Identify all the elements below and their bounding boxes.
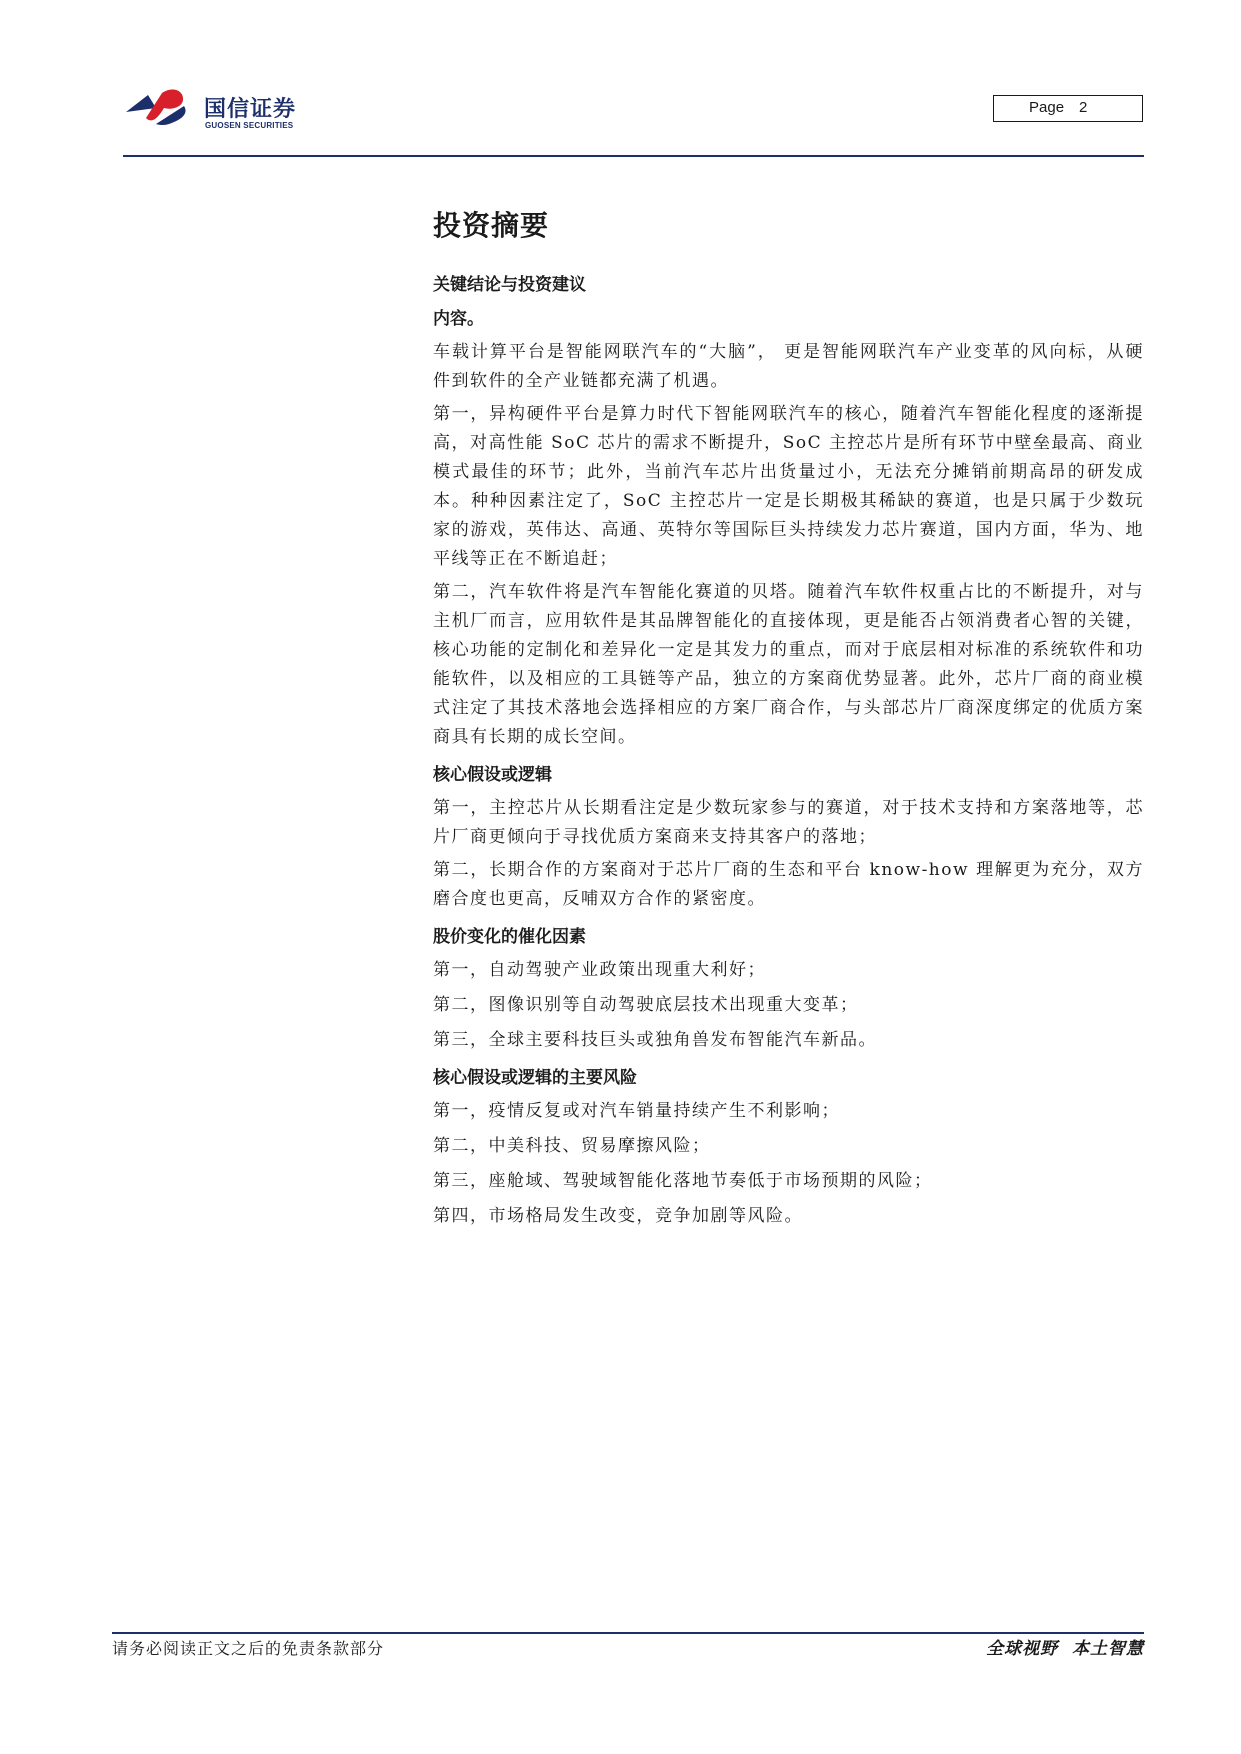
guosen-logo [126,88,316,136]
page-indicator [993,95,1143,122]
list-item: 第二，中美科技、贸易摩擦风险； [433,1136,711,1156]
list-item: 第二，图像识别等自动驾驶底层技术出现重大变革； [433,995,859,1015]
page-label: Page [1029,99,1065,116]
footer-divider [112,1632,1144,1634]
list-item: 第三，全球主要科技巨头或独角兽发布智能汽车新品。 [433,1030,877,1050]
list-item: 第三，座舱域、驾驶域智能化落地节奏低于市场预期的风险； [433,1171,933,1191]
section-heading-catalysts: 股价变化的催化因素 [433,927,586,947]
header-divider [123,155,1144,157]
paragraph: 第一，主控芯片从长期看注定是少数玩家参与的赛道，对于技术支持和方案落地等，芯片厂商更倾向于寻找优质方案商来支持其客户的落地； [433,798,1144,847]
section-heading-risks: 核心假设或逻辑的主要风险 [433,1068,637,1088]
footer-disclaimer: 请务必阅读正文之后的免责条款部分 [112,1639,385,1658]
logo-english-text: GUOSEN SECURITIES [205,121,294,130]
main-content [433,200,1144,1237]
paragraph: 第二，长期合作的方案商对于芯片厂商的生态和平台 know-how 理解更为充分，双方磨合度也更高，反哺双方合作的紧密度。 [433,860,1144,909]
paragraph: 第二，汽车软件将是汽车智能化赛道的贝塔。随着汽车软件权重占比的不断提升，对与主机厂而言，应用软件是其品牌智能化的直接体现，更是能否占领消费者心智的关键，核心功能的定制化和差异化一定是其发力的重点，而对于底层相对标准的系统软件和功能软件，以及相应的工具链等产品，独立的方案商优势显著。此外，芯片厂商的商业模式注定了其技术落地会选择相应的方案厂商合作，与头部芯片厂商深度绑定的优质方案商具有长期的成长空间。 [433,582,1144,747]
guosen-logo-icon [126,88,202,130]
paragraph: 第一，异构硬件平台是算力时代下智能网联汽车的核心，随着汽车智能化程度的逐渐提高，对高性能 SoC 芯片的需求不断提升，SoC 主控芯片是所有环节中壁垒最高、商业模式最佳的环节；此外，当前汽车芯片出货量过小，无法充分摊销前期高昂的研发成本。种种因素注定了，SoC 主控芯片一定是长期极其稀缺的赛道，也是只属于少数玩家的游戏，英伟达、高通、英特尔等国际巨头持续发力芯片赛道，国内方面，华为、地平线等正在不断追赶； [433,404,1144,569]
list-item: 第一，疫情反复或对汽车销量持续产生不利影响； [433,1101,840,1121]
list-item: 第一，自动驾驶产业政策出现重大利好； [433,960,766,980]
page-title: 投资摘要 [433,209,550,242]
logo-chinese-text: 国信证券 [204,97,297,122]
section-heading-conclusion: 关键结论与投资建议 [433,275,586,295]
content-label: 内容。 [433,309,484,329]
section-heading-assumptions: 核心假设或逻辑 [433,765,552,785]
page-number: 2 [1079,99,1088,116]
footer-slogan: 全球视野 本土智慧 [986,1639,1144,1659]
list-item: 第四，市场格局发生改变，竞争加剧等风险。 [433,1206,803,1226]
paragraph: 车载计算平台是智能网联汽车的“大脑”， 更是智能网联汽车产业变革的风向标，从硬件到软件的全产业链都充满了机遇。 [433,342,1144,391]
